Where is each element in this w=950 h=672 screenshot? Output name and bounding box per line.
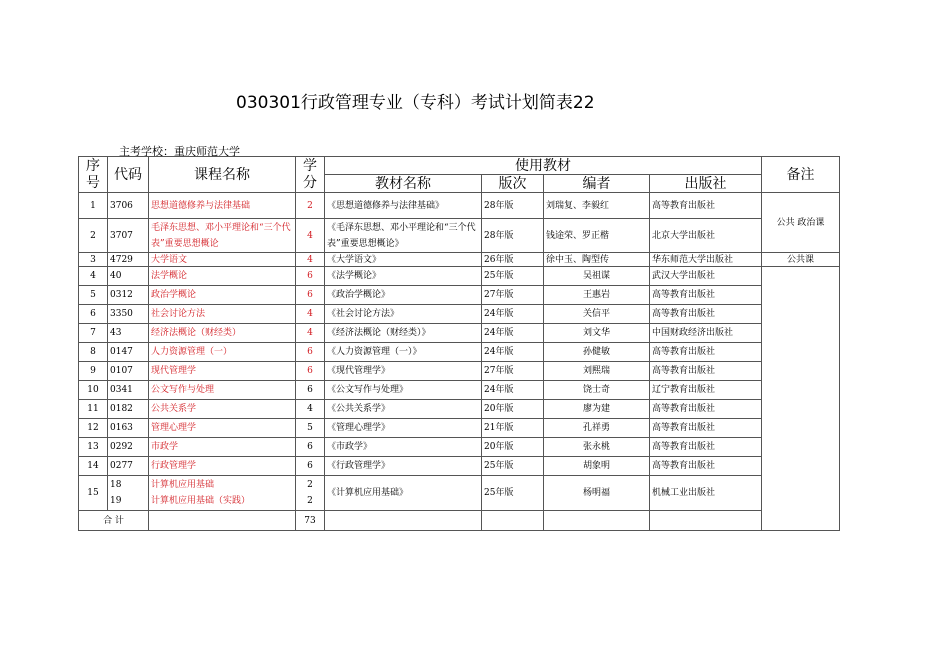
book-cell: 《经济法概论（财经类）》 (325, 324, 482, 343)
author-cell: 孔祥勇 (544, 419, 650, 438)
publisher-cell: 高等教育出版社 (650, 193, 762, 219)
author-cell: 刘熙瑞 (544, 362, 650, 381)
edition-cell: 25年版 (482, 476, 544, 511)
publisher-cell: 高等教育出版社 (650, 400, 762, 419)
seq-cell: 12 (79, 419, 108, 438)
total-row (79, 511, 840, 531)
seq-cell: 10 (79, 381, 108, 400)
credit-cell: 6 (296, 381, 325, 400)
course-cell: 公文写作与处理 (149, 381, 296, 400)
exam-plan-table (78, 156, 840, 531)
table-row (79, 362, 840, 381)
course-cell: 法学概论 (149, 267, 296, 286)
course-cell: 现代管理学 (149, 362, 296, 381)
credit-cell: 2 (296, 193, 325, 219)
table-row (79, 267, 840, 286)
author-cell: 吴祖谋 (544, 267, 650, 286)
header-credit: 学分 (296, 157, 325, 193)
book-cell: 《公共关系学》 (325, 400, 482, 419)
code-cell: 4729 (108, 253, 149, 267)
seq-cell: 11 (79, 400, 108, 419)
author-cell: 廖为建 (544, 400, 650, 419)
course-cell (149, 476, 296, 511)
credit-cell (296, 476, 325, 511)
seq-cell: 4 (79, 267, 108, 286)
course-cell: 经济法概论（财经类） (149, 324, 296, 343)
author-cell: 胡象明 (544, 457, 650, 476)
course-cell: 行政管理学 (149, 457, 296, 476)
book-cell: 《法学概论》 (325, 267, 482, 286)
seq-cell: 13 (79, 438, 108, 457)
author-cell: 杨明福 (544, 476, 650, 511)
table-row (79, 457, 840, 476)
header-code: 代码 (108, 157, 149, 193)
code-cell: 3350 (108, 305, 149, 324)
seq-cell: 14 (79, 457, 108, 476)
total-credit: 73 (296, 511, 325, 531)
seq-cell: 15 (79, 476, 108, 511)
code-a: 18 (110, 480, 122, 490)
publisher-cell: 高等教育出版社 (650, 438, 762, 457)
seq-cell: 7 (79, 324, 108, 343)
credit-cell: 4 (296, 305, 325, 324)
code-cell: 3707 (108, 219, 149, 253)
author-cell: 饶士奇 (544, 381, 650, 400)
credit-cell: 4 (296, 219, 325, 253)
seq-cell: 2 (79, 219, 108, 253)
course-a: 计算机应用基础 (151, 480, 215, 490)
course-cell: 管理心理学 (149, 419, 296, 438)
header-seq: 序号 (79, 157, 108, 193)
code-cell: 43 (108, 324, 149, 343)
total-empty (482, 511, 544, 531)
edition-cell: 24年版 (482, 381, 544, 400)
header-publisher: 出版社 (650, 175, 762, 193)
author-cell: 关信平 (544, 305, 650, 324)
header-row-1 (79, 157, 840, 175)
edition-cell: 28年版 (482, 219, 544, 253)
course-cell: 社会讨论方法 (149, 305, 296, 324)
header-book: 教材名称 (325, 175, 482, 193)
publisher-cell: 高等教育出版社 (650, 419, 762, 438)
book-cell: 《毛泽东思想、邓小平理论和“三个代表”重要思想概论》 (325, 219, 482, 253)
edition-cell: 25年版 (482, 457, 544, 476)
book-cell: 《行政管理学》 (325, 457, 482, 476)
publisher-cell: 高等教育出版社 (650, 362, 762, 381)
credit-cell: 4 (296, 324, 325, 343)
publisher-cell: 华东师范大学出版社 (650, 253, 762, 267)
code-cell: 0312 (108, 286, 149, 305)
remark-public: 公共课 (762, 253, 840, 267)
code-cell: 0107 (108, 362, 149, 381)
course-cell: 思想道德修养与法律基础 (149, 193, 296, 219)
edition-cell: 20年版 (482, 400, 544, 419)
publisher-cell: 高等教育出版社 (650, 457, 762, 476)
book-cell: 《计算机应用基础》 (325, 476, 482, 511)
code-cell: 40 (108, 267, 149, 286)
seq-cell: 6 (79, 305, 108, 324)
edition-cell: 26年版 (482, 253, 544, 267)
total-empty (544, 511, 650, 531)
course-cell: 市政学 (149, 438, 296, 457)
code-cell (108, 476, 149, 511)
author-cell: 王惠岩 (544, 286, 650, 305)
credit-cell: 6 (296, 457, 325, 476)
table-row (79, 419, 840, 438)
seq-cell: 9 (79, 362, 108, 381)
author-cell: 孙健敏 (544, 343, 650, 362)
credit-b: 2 (307, 496, 313, 506)
author-cell: 徐中玉、陶型传 (544, 253, 650, 267)
code-b: 19 (110, 496, 122, 506)
header-course: 课程名称 (149, 157, 296, 193)
total-label: 合 计 (79, 511, 149, 531)
remark-politics: 公共 政治课 (762, 193, 840, 253)
seq-cell: 8 (79, 343, 108, 362)
table-row (79, 253, 840, 267)
school-label: 主考学校：重庆师范大学 (119, 145, 240, 158)
book-cell: 《思想道德修养与法律基础》 (325, 193, 482, 219)
table-row (79, 438, 840, 457)
edition-cell: 21年版 (482, 419, 544, 438)
edition-cell: 24年版 (482, 305, 544, 324)
credit-cell: 6 (296, 286, 325, 305)
credit-cell: 6 (296, 267, 325, 286)
table-row (79, 219, 840, 253)
course-b: 计算机应用基础（实践） (151, 496, 251, 506)
author-cell: 钱途荣、罗正楷 (544, 219, 650, 253)
table-row (79, 476, 840, 511)
total-empty (650, 511, 762, 531)
publisher-cell: 北京大学出版社 (650, 219, 762, 253)
edition-cell: 24年版 (482, 343, 544, 362)
publisher-cell: 高等教育出版社 (650, 286, 762, 305)
edition-cell: 27年版 (482, 286, 544, 305)
credit-cell: 6 (296, 362, 325, 381)
table-row (79, 193, 840, 219)
edition-cell: 27年版 (482, 362, 544, 381)
edition-cell: 28年版 (482, 193, 544, 219)
code-cell: 0277 (108, 457, 149, 476)
publisher-cell: 高等教育出版社 (650, 305, 762, 324)
author-cell: 张永桃 (544, 438, 650, 457)
course-cell: 大学语文 (149, 253, 296, 267)
course-cell: 人力资源管理（一） (149, 343, 296, 362)
table-row (79, 324, 840, 343)
header-remark: 备注 (762, 157, 840, 193)
table-row (79, 305, 840, 324)
book-cell: 《社会讨论方法》 (325, 305, 482, 324)
credit-cell: 6 (296, 438, 325, 457)
table-row (79, 400, 840, 419)
publisher-cell: 中国财政经济出版社 (650, 324, 762, 343)
header-materials: 使用教材 (325, 157, 762, 175)
book-cell: 《政治学概论》 (325, 286, 482, 305)
table-row (79, 381, 840, 400)
table-row (79, 286, 840, 305)
book-cell: 《人力资源管理（一）》 (325, 343, 482, 362)
header-edition: 版次 (482, 175, 544, 193)
credit-cell: 5 (296, 419, 325, 438)
header-author: 编者 (544, 175, 650, 193)
code-cell: 0163 (108, 419, 149, 438)
total-empty (149, 511, 296, 531)
code-cell: 3706 (108, 193, 149, 219)
seq-cell: 5 (79, 286, 108, 305)
book-cell: 《现代管理学》 (325, 362, 482, 381)
code-cell: 0341 (108, 381, 149, 400)
edition-cell: 25年版 (482, 267, 544, 286)
author-cell: 刘文华 (544, 324, 650, 343)
book-cell: 《大学语文》 (325, 253, 482, 267)
book-cell: 《市政学》 (325, 438, 482, 457)
course-cell: 政治学概论 (149, 286, 296, 305)
book-cell: 《公文写作与处理》 (325, 381, 482, 400)
course-cell: 公共关系学 (149, 400, 296, 419)
credit-a: 2 (307, 480, 313, 490)
publisher-cell: 机械工业出版社 (650, 476, 762, 511)
code-cell: 0182 (108, 400, 149, 419)
publisher-cell: 高等教育出版社 (650, 343, 762, 362)
course-cell: 毛泽东思想、邓小平理论和“三个代表”重要思想概论 (149, 219, 296, 253)
credit-cell: 6 (296, 343, 325, 362)
total-empty (325, 511, 482, 531)
credit-cell: 4 (296, 253, 325, 267)
credit-cell: 4 (296, 400, 325, 419)
edition-cell: 20年版 (482, 438, 544, 457)
seq-cell: 3 (79, 253, 108, 267)
table-row (79, 343, 840, 362)
author-cell: 刘瑞复、李毅红 (544, 193, 650, 219)
remark-empty (762, 267, 840, 531)
publisher-cell: 辽宁教育出版社 (650, 381, 762, 400)
edition-cell: 24年版 (482, 324, 544, 343)
page-title: 030301行政管理专业（专科）考试计划简表22 (236, 93, 595, 113)
code-cell: 0292 (108, 438, 149, 457)
code-cell: 0147 (108, 343, 149, 362)
publisher-cell: 武汉大学出版社 (650, 267, 762, 286)
book-cell: 《管理心理学》 (325, 419, 482, 438)
seq-cell: 1 (79, 193, 108, 219)
